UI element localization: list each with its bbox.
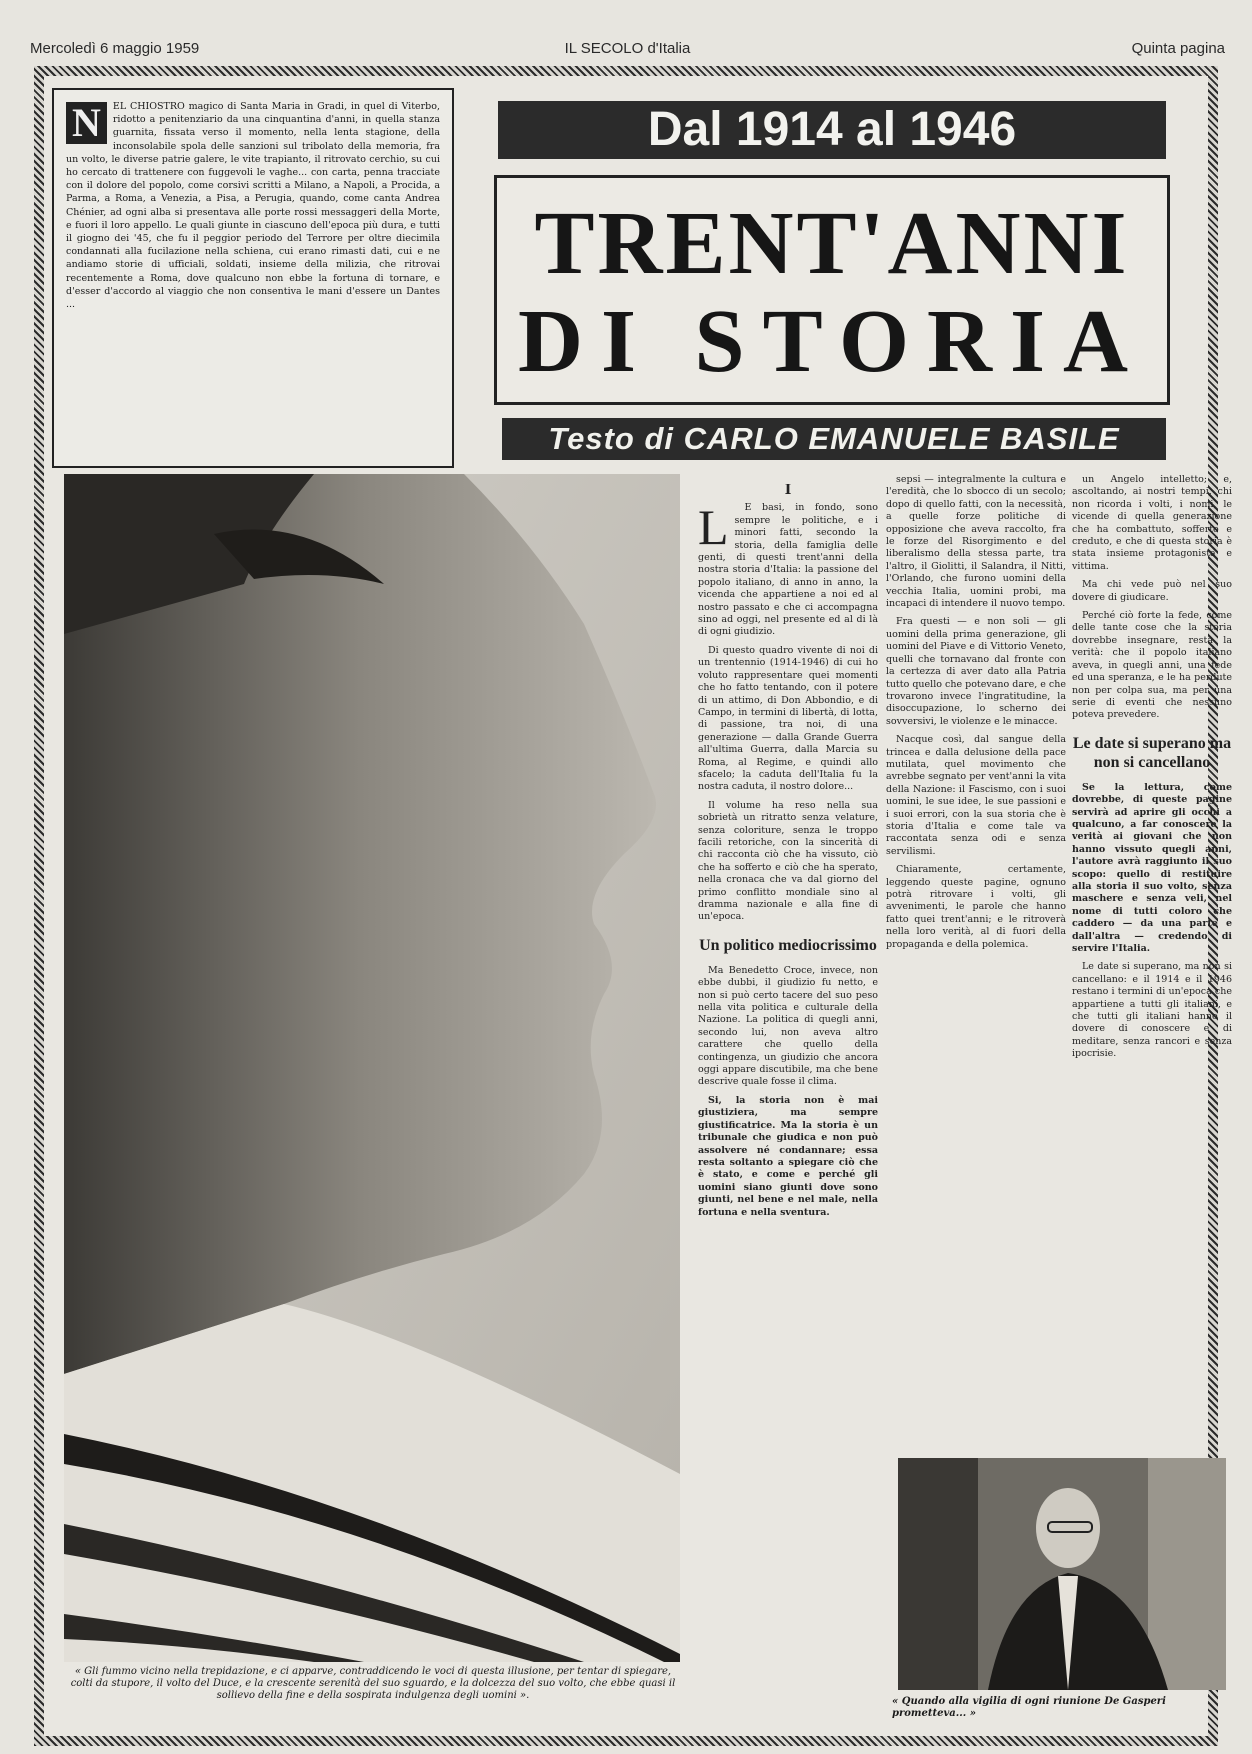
- paragraph: Di questo quadro vivente di noi di un trentennio (1914-1946) di cui ho voluto rappresentare quei momenti che ho fatto tentando, con il potere di un attimo, di Don Abbondio, e di Campo, in termini di libertà, di lotta, di passione, tra noi, di una generazione — dalla Grande Guerra all'ultima Guerra, dalla Marcia su Roma, al Regime, e quindi allo sfacelo; la caduta dell'Italia fu la nostra caduta, il nostro dolore...: [698, 644, 878, 793]
- paragraph: Chiaramente, certamente, leggendo queste pagine, ognuno potrà ritrovare i volti, gli avvenimenti, le parole che hanno fatto quei trent'anni; e le ritroverà nella loro verità, al di fuori della propaganda e della polemica.: [886, 864, 1066, 950]
- portrait-photo: [64, 474, 680, 1662]
- de-gasperi-caption: « Quando alla vigilia di ogni riunione De Gasperi prometteva... »: [892, 1696, 1166, 1719]
- paragraph: Nacque così, dal sangue della trincea e dalla delusione della pace mutilata, quel movimento che avrebbe segnato per vent'anni la vita della Nazione: il Fascismo, con i suoi uomini, le sue idee, le sue passioni e i suoi errori, con la sua storia che è storia d'Italia e come tale va raccontata senza odi e senza servilismi.: [886, 734, 1066, 857]
- subheading-politico: Un politico mediocrissimo: [699, 936, 877, 954]
- issue-date: Mercoledì 6 maggio 1959: [30, 40, 200, 57]
- de-gasperi-photo: [898, 1458, 1226, 1690]
- intro-drop-cap: N: [66, 102, 107, 144]
- newspaper-name: IL SECOLO d'Italia: [564, 40, 691, 57]
- paragraph: Ma chi vede può nel suo dovere di giudicare.: [1072, 579, 1232, 603]
- chapter-number: I: [784, 484, 792, 498]
- page-header: [30, 40, 1225, 64]
- paragraph: E basi, in fondo, sono sempre le politiche, e i minori fatti, secondo la storia, della famiglia delle genti, di questi trent'anni della nostra storia d'Italia: la passione del popolo italiano, di anno in anno, la vicenda che appartiene a noi ed al nostro passato e che ci accompagna sino ad oggi, nel presente ed al di là di ogni giudizio.: [698, 502, 878, 638]
- article-drop-cap: L: [698, 499, 729, 556]
- intro-box: [52, 88, 454, 468]
- byline: Testo di CARLO EMANUELE BASILE: [502, 418, 1166, 460]
- paragraph: Si, la storia non è mai giustiziera, ma sempre giustificatrice. Ma la storia è un tribunale che giudica e non può assolvere né condannare; essa resta soltanto a spiegare ciò che è stato, e come e perché gli uomini siano giunti dove sono giunti, nel bene e nel male, nella fortuna e nella sventura.: [698, 1094, 878, 1218]
- paragraph: sepsi — integralmente la cultura e l'eredità, che lo sbocco di un secolo; dopo di quello fatti, con la necessità, a quelle forze politiche di opposizione che aveva raccolto, fra le forze del Risorgimento e del liberalismo della stessa parte, tra l'altro, il Giolitti, il Salandra, il Nitti, l'Orlando, che furono uomini della vecchia Italia, uomini probi, ma incapaci di intendere il nuovo tempo.: [886, 474, 1066, 610]
- title-line-2: DI STORIA: [518, 292, 1146, 391]
- paragraph: Se la lettura, come dovrebbe, di queste pagine servirà ad aprire gli occhi a qualcuno, a far conoscere la verità ai giovani che non hanno vissuto quegli anni, l'autore avrà raggiunto il suo scopo: quello di restituire alla storia il suo volto, senza maschere e senza veli, nel nome di tutti coloro che caddero — da una parte e dall'altra — credendo di servire l'Italia.: [1072, 781, 1232, 954]
- paragraph: Il volume ha reso nella sua sobrietà un ritratto senza velature, senza coloriture, senza le troppo facili retoriche, con la sincerità di chi racconta ciò che ha vissuto, ciò che ha sofferto e ciò che ha sperato, nella cronaca che va dal giorno del primo conflitto mondiale sino al dramma nazionale e alla fine di un'epoca.: [698, 799, 878, 923]
- paragraph: Fra questi — e non soli — gli uomini della prima generazione, gli uomini del Piave e di Vittorio Veneto, quelli che tornavano dal fronte con la certezza di aver dato alla Patria tutto quello che potevano dare, e che trovarono invece l'ingratitudine, la disoccupazione, lo scherno dei sovversivi, le violenze e le minacce.: [886, 616, 1066, 727]
- paragraph: un Angelo intelletto; e, ascoltando, ai nostri tempi, chi non ricorda i volti, i nomi, le vicende di quella generazione che ha combattuto, sofferto e creduto, e che di questa storia è stata insieme protagonista e vittima.: [1072, 474, 1232, 572]
- title-box: [494, 175, 1170, 405]
- subheading-date: Le date si superano ma non si cancellano: [1072, 734, 1232, 771]
- portrait-caption: « Gli fummo vicino nella trepidazione, e ci apparve, contraddicendo le voci di questa illusione, per tentar di spiegare, colti da stupore, il volto del Duce, e la crescente serenità del suo sguardo, e la dolcezza del suo volto, che ebbe quasi il sollievo della fine e della sospirata indulgenza degli uomini ».: [70, 1666, 676, 1701]
- paragraph: Perché ciò forte la fede, come delle tante cose che la storia dovrebbe insegnare, resta la verità: che il popolo italiano aveva, in quegli anni, una fede ed una speranza, e le ha perdute non per colpa sua, ma per una serie di eventi che nessuno poteva prevedere.: [1072, 610, 1232, 721]
- intro-text: EL CHIOSTRO magico di Santa Maria in Gradi, in quel di Viterbo, ridotto a penitenziario da una cinquantina d'anni, in quella stanza guarnita, fissata verso il momento, nella lenta stagione, della inconsolabile spola delle sanzioni sul tribolato della memoria, fra un volto, le diverse patrie galere, le vite trapianto, il ritrovato cerchio, su cui ho cercato di trattenere con fuggevoli le vaghe... con carta, penna tracciate con il dolore del popolo, come corsivi scritti a Milano, a Napoli, a Procida, a Parma, a Roma, a Venezia, a Pisa, a Perugia, quando, come canta Andrea Chénier, ad ogni alba si presentava alle porte rossi messaggeri della Morte, e fuori il loro appello. Le quali giunte in ciascuno dell'epoca più dura, e tutti il giogno dei '45, che fu il peggior periodo del Terrore per oltre diecimila condannati alla fucilazione nella schiena, cui erano rimasti dati, cui e ne andiamo storie di ufficiali, soldati, insieme della milizia, che ritrovai recentemente a Roma, dove qualcuno non ebbe la fortuna di tornare, e d'esser d'accordo al viaggio che non consentiva le mani d'essere un Dantes ...: [66, 101, 440, 311]
- paragraph: Le date si superano, ma non si cancellano: e il 1914 e il 1946 restano i termini di un'epoca che appartiene a tutti gli italiani, e che tutti gli italiani hanno il dovere di conoscere e di meditare, senza rancori e senza ipocrisie.: [1072, 961, 1232, 1060]
- title-line-1: TRENT'ANNI: [534, 194, 1130, 293]
- article-column-1: [698, 484, 878, 1722]
- article-column-2: [886, 474, 1066, 1440]
- banner-dates: Dal 1914 al 1946: [498, 101, 1166, 159]
- page-label: Quinta pagina: [1131, 40, 1225, 57]
- paragraph: Ma Benedetto Croce, invece, non ebbe dubbi, il giudizio fu netto, e non si può certo tacere del suo peso nella vita politica e culturale della Nazione. La politica di quegli anni, secondo lui, non aveva altro carattere che quello della contingenza, un giudizio che ancora oggi appare discutibile, ma che bene descrive quale fosse il clima.: [698, 964, 878, 1088]
